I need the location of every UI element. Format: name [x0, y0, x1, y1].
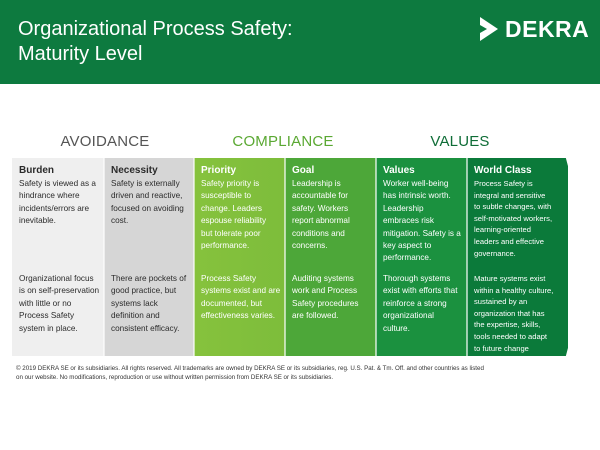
arrow-head — [559, 158, 568, 356]
level-description: Safety is externally driven and reactive, focused on avoiding cost. — [111, 179, 184, 226]
dekra-logo-icon — [478, 16, 500, 42]
level-system-note: Process Safety systems exist and are documented, but effectiveness varies. — [201, 274, 281, 321]
copyright-notice — [16, 364, 546, 382]
header-banner — [0, 0, 600, 84]
dekra-logo — [478, 15, 589, 43]
phase-values-label: VALUES — [430, 133, 490, 150]
level-priority — [194, 158, 285, 356]
level-title: Goal — [292, 165, 315, 176]
level-system-note: Thorough systems exist with efforts that reinforce a strong organizational culture. — [383, 274, 458, 333]
title-line-2: Maturity Level — [18, 43, 143, 65]
level-system-note: Organizational focus is on self-preservation with little or no Process Safety system in place. — [19, 274, 100, 333]
level-title: Burden — [19, 165, 54, 176]
level-system-note: Auditing systems work and Process Safety procedures are followed. — [292, 274, 359, 321]
page-title — [18, 17, 348, 67]
phase-compliance-label: COMPLIANCE — [232, 133, 334, 150]
copyright-line-1: © 2019 DEKRA SE or its subsidiaries. All rights reserved. All trademarks are owned by DEKRA SE or its subsidiaries, reg. U.S. Pat. & Tm. Off. and other countries as listed — [16, 365, 484, 372]
level-necessity — [104, 158, 194, 356]
level-description: Leadership is accountable for safety. Workers report abnormal conditions and concerns. — [292, 179, 350, 251]
title-line-1: Organizational Process Safety: — [18, 18, 293, 40]
brand-name: DEKRA — [505, 15, 590, 42]
level-description: Worker well-being has intrinsic worth. Leadership embraces risk mitigation. Safety is a key aspect to performance. — [383, 179, 461, 263]
level-system-note: Mature systems exist within a healthy culture, sustained by an organization that has the expertise, skills, tools needed to adapt to future change — [474, 274, 554, 353]
level-title: Necessity — [111, 165, 158, 176]
phase-avoidance-label: AVOIDANCE — [60, 133, 150, 150]
level-world-class — [467, 158, 559, 356]
level-system-note: There are pockets of good practice, but systems lack definition and consistent efficacy. — [111, 274, 187, 333]
level-description: Safety priority is susceptible to change. Leaders espouse reliability but tolerate poor performance. — [201, 179, 267, 251]
level-title: Values — [383, 165, 415, 176]
level-description: Safety is viewed as a hindrance where incidents/errors are inevitable. — [19, 179, 96, 226]
level-goal — [285, 158, 376, 356]
level-description: Process Safety is integral and sensitive to subtle changes, with self-motivated workers, learning-oriented leaders and effective governance. — [474, 179, 553, 258]
copyright-line-2: on our website. No modifications, reproduction or use without written permission from DEKRA SE or its subsidiaries. — [16, 374, 334, 381]
level-title: World Class — [474, 165, 532, 176]
level-title: Priority — [201, 165, 237, 176]
level-burden — [12, 158, 104, 356]
level-values — [376, 158, 467, 356]
